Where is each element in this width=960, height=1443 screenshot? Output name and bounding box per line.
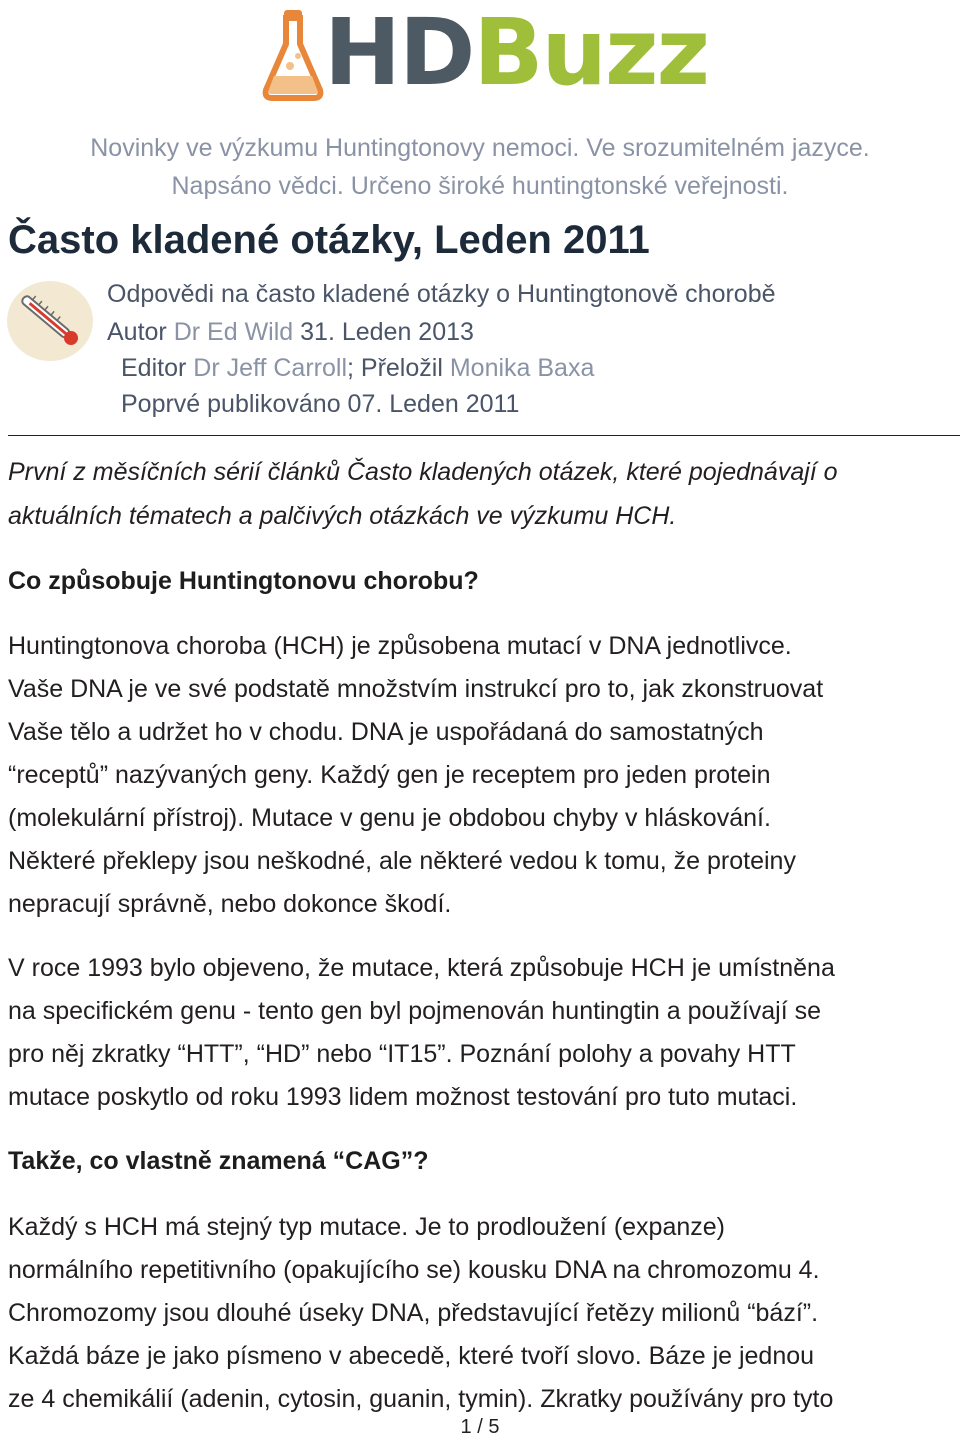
translator-label: ; Přeložil — [347, 354, 443, 382]
page-number: 1 / 5 — [460, 1416, 500, 1438]
logo-buzz: Buzz — [473, 0, 709, 106]
paragraph-dna — [8, 625, 958, 926]
paragraph-line: (molekulární přístroj). Mutace v genu je obdobou chyby v hláskování. — [8, 804, 771, 832]
tagline-line-1: Novinky ve výzkumu Huntingtonovy nemoci. Ve srozumitelném jazyce. — [90, 134, 870, 162]
paragraph-line: Vaše DNA je ve své podstatě množstvím instrukcí pro to, jak zkonstruovat — [8, 675, 824, 703]
paragraph-line: ze 4 chemikálií (adenin, cytosin, guanin, tymin). Zkratky používány pro tyto — [8, 1385, 834, 1413]
paragraph-line: Chromozomy jsou dlouhé úseky DNA, představující řetězy milionů “bází”. — [8, 1299, 819, 1327]
paragraph-line: Každý s HCH má stejný typ mutace. Je to prodloužení (expanze) — [8, 1213, 725, 1241]
paragraph-line: mutace poskytlo od roku 1993 lidem možnost testování pro tuto mutaci. — [8, 1083, 798, 1111]
author-label: Autor — [107, 318, 167, 346]
paragraph-line: Některé překlepy jsou neškodné, ale některé vedou k tomu, že proteiny — [8, 847, 796, 875]
logo-hd: HD — [324, 0, 474, 106]
editor-link[interactable]: Dr Jeff Carroll — [193, 354, 348, 382]
paragraph-1993 — [8, 947, 958, 1119]
paragraph-line: nepracují správně, nebo dokonce škodí. — [8, 890, 452, 918]
article-lead — [8, 450, 958, 538]
translator-link[interactable]: Monika Baxa — [449, 354, 595, 382]
first-published: Poprvé publikováno 07. Leden 2011 — [121, 390, 520, 418]
paragraph-line: V roce 1993 bylo objeveno, že mutace, která způsobuje HCH je umístněna — [8, 954, 835, 982]
section-heading-cause: Co způsobuje Huntingtonovu chorobu? — [8, 567, 479, 595]
publish-date: 31. Leden 2013 — [300, 318, 474, 346]
paragraph-line: na specifickém genu - tento gen byl pojmenován huntingtin a používají se — [8, 997, 822, 1025]
paragraph-line: Vaše tělo a udržet ho v chodu. DNA je uspořádaná do samostatných — [8, 718, 764, 746]
paragraph-line: Každá báze je jako písmeno v abecedě, které tvoří slovo. Báze je jednou — [8, 1342, 815, 1370]
hdbuzz-logo[interactable] — [258, 0, 718, 106]
lead-line: aktuálních tématech a palčivých otázkách ve výzkumu HCH. — [8, 502, 677, 530]
paragraph-line: Huntingtonova choroba (HCH) je způsobena mutací v DNA jednotlivce. — [8, 632, 792, 660]
thermometer-icon — [6, 280, 94, 362]
editor-line — [121, 354, 594, 383]
paragraph-line: “receptů” nazývaných geny. Každý gen je receptem pro jeden protein — [8, 761, 771, 789]
section-heading-cag: Takže, co vlastně znamená “CAG”? — [8, 1147, 429, 1175]
divider — [8, 435, 960, 436]
lead-line: První z měsíčních sérií článků Často kladených otázek, které pojednávají o — [8, 458, 838, 486]
author-line — [107, 318, 474, 347]
logo-wordmark — [324, 0, 708, 108]
paragraph-line: normálního repetitivního (opakujícího se) kousku DNA na chromozomu 4. — [8, 1256, 820, 1284]
author-link[interactable]: Dr Ed Wild — [173, 318, 294, 346]
tagline-line-2: Napsáno vědci. Určeno široké huntingtonské veřejnosti. — [171, 172, 789, 200]
paragraph-mutation — [8, 1206, 958, 1421]
editor-label: Editor — [121, 354, 187, 382]
article-subtitle: Odpovědi na často kladené otázky o Huntingtonově chorobě — [107, 280, 776, 308]
flask-icon — [258, 4, 328, 104]
page-title: Často kladené otázky, Leden 2011 — [8, 218, 650, 262]
paragraph-line: pro něj zkratky “HTT”, “HD” nebo “IT15”. Poznání polohy a povahy HTT — [8, 1040, 796, 1068]
